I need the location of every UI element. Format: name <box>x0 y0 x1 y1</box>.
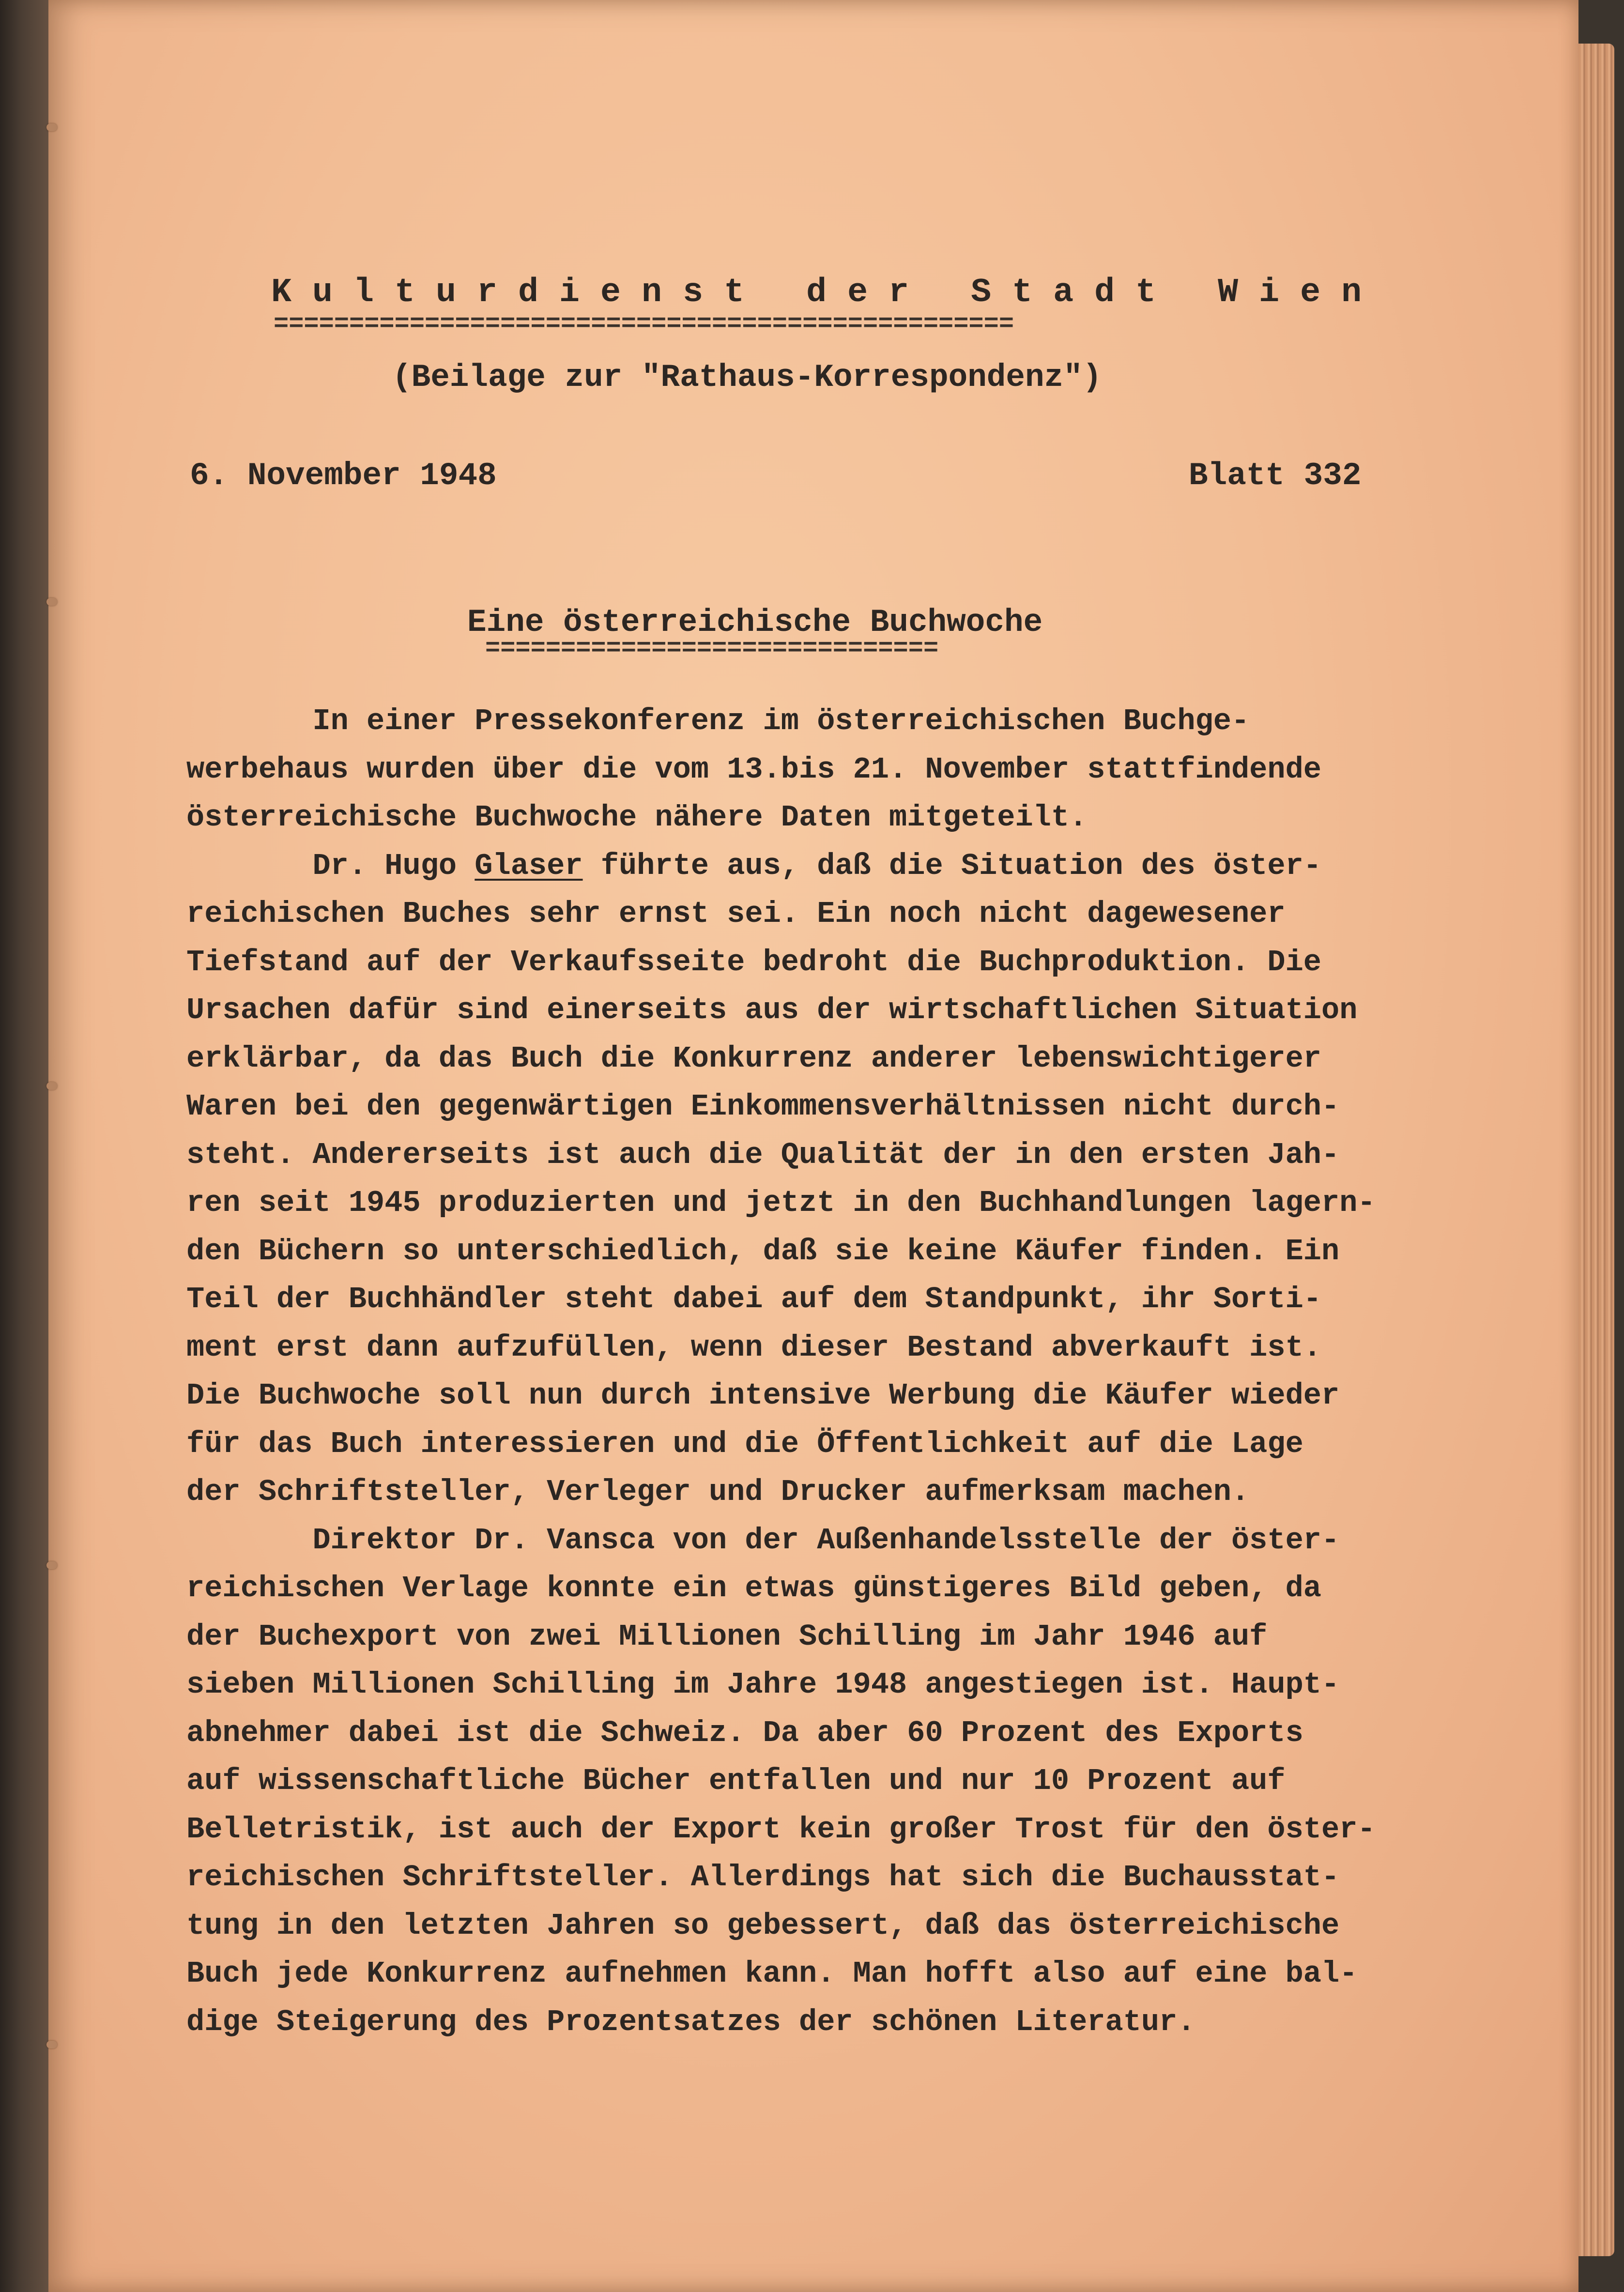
body-line: auf wissenschaftliche Bücher entfallen und nur 10 Prozent auf <box>186 1764 1286 1798</box>
binding-stitch <box>46 598 57 606</box>
body-line: werbehaus wurden über die vom 13.bis 21. November stattfindende <box>186 752 1321 787</box>
binding-stitch <box>46 1082 57 1090</box>
body-line: den Büchern so unterschiedlich, daß sie keine Käufer finden. Ein <box>186 1234 1340 1268</box>
binding-stitch <box>46 2041 57 2048</box>
heading-rule: ============================== <box>485 634 939 663</box>
article-body <box>186 697 1542 2046</box>
body-line: Ursachen dafür sind einerseits aus der wirtschaftlichen Situation <box>186 993 1358 1027</box>
body-line: Teil der Buchhändler steht dabei auf dem Standpunkt, ihr Sorti- <box>186 1282 1321 1316</box>
body-line: Belletristik, ist auch der Export kein großer Trost für den öster- <box>186 1812 1376 1847</box>
body-line: reichischen Verlage konnte ein etwas günstigeres Bild geben, da <box>186 1571 1321 1605</box>
document-date: 6. November 1948 <box>190 458 497 494</box>
header-title: Kulturdienst der Stadt Wien <box>271 274 1383 312</box>
header-rule: ================================================= <box>274 310 1014 338</box>
underlined-name: Glaser <box>475 848 583 883</box>
body-line: der Schriftsteller, Verleger und Drucker aufmerksam machen. <box>186 1475 1250 1509</box>
body-line: Direktor Dr. Vansca von der Außenhandelsstelle der öster- <box>186 1523 1340 1558</box>
body-line: Waren bei den gegenwärtigen Einkommensverhältnissen nicht durch- <box>186 1089 1340 1124</box>
sheet-number: Blatt 332 <box>1189 458 1362 494</box>
body-line: steht. Andererseits ist auch die Qualität der in den ersten Jah- <box>186 1137 1340 1172</box>
binding-stitch <box>46 1561 57 1569</box>
header-subtitle: (Beilage zur "Rathaus-Korrespondenz") <box>392 359 1102 396</box>
body-line: abnehmer dabei ist die Schweiz. Da aber 60 Prozent des Exports <box>186 1715 1303 1750</box>
body-line: reichischen Schriftsteller. Allerdings hat sich die Buchausstat- <box>186 1860 1340 1895</box>
body-line: In einer Pressekonferenz im österreichischen Buchge- <box>186 704 1250 738</box>
body-line-end: führte aus, daß die Situation des öster- <box>582 848 1321 883</box>
body-line: der Buchexport von zwei Millionen Schilling im Jahr 1946 auf <box>186 1619 1268 1654</box>
body-line: erklärbar, da das Buch die Konkurrenz anderer lebenswichtigerer <box>186 1041 1321 1076</box>
body-line: für das Buch interessieren und die Öffentlichkeit auf die Lage <box>186 1426 1303 1461</box>
body-line: Tiefstand auf der Verkaufsseite bedroht die Buchproduktion. Die <box>186 945 1321 979</box>
binding-stitch <box>46 123 57 131</box>
body-line: Die Buchwoche soll nun durch intensive Werbung die Käufer wieder <box>186 1378 1340 1413</box>
body-line-start: Dr. Hugo <box>186 848 475 883</box>
body-line: reichischen Buches sehr ernst sei. Ein noch nicht dagewesener <box>186 897 1286 931</box>
body-line-with-name <box>186 842 1542 890</box>
body-line: österreichische Buchwoche nähere Daten mitgeteilt. <box>186 800 1088 835</box>
body-line: Buch jede Konkurrenz aufnehmen kann. Man hofft also auf eine bal- <box>186 1956 1358 1991</box>
body-line: ment erst dann aufzufüllen, wenn dieser Bestand abverkauft ist. <box>186 1330 1321 1365</box>
body-line: ren seit 1945 produzierten und jetzt in den Buchhandlungen lagern- <box>186 1186 1376 1220</box>
article-heading: Eine österreichische Buchwoche <box>467 604 1043 641</box>
body-line: dige Steigerung des Prozentsatzes der schönen Literatur. <box>186 2004 1195 2039</box>
body-line: tung in den letzten Jahren so gebessert, daß das österreichische <box>186 1908 1340 1943</box>
body-line: sieben Millionen Schilling im Jahre 1948 angestiegen ist. Haupt- <box>186 1667 1340 1702</box>
book-binding <box>0 0 53 2292</box>
